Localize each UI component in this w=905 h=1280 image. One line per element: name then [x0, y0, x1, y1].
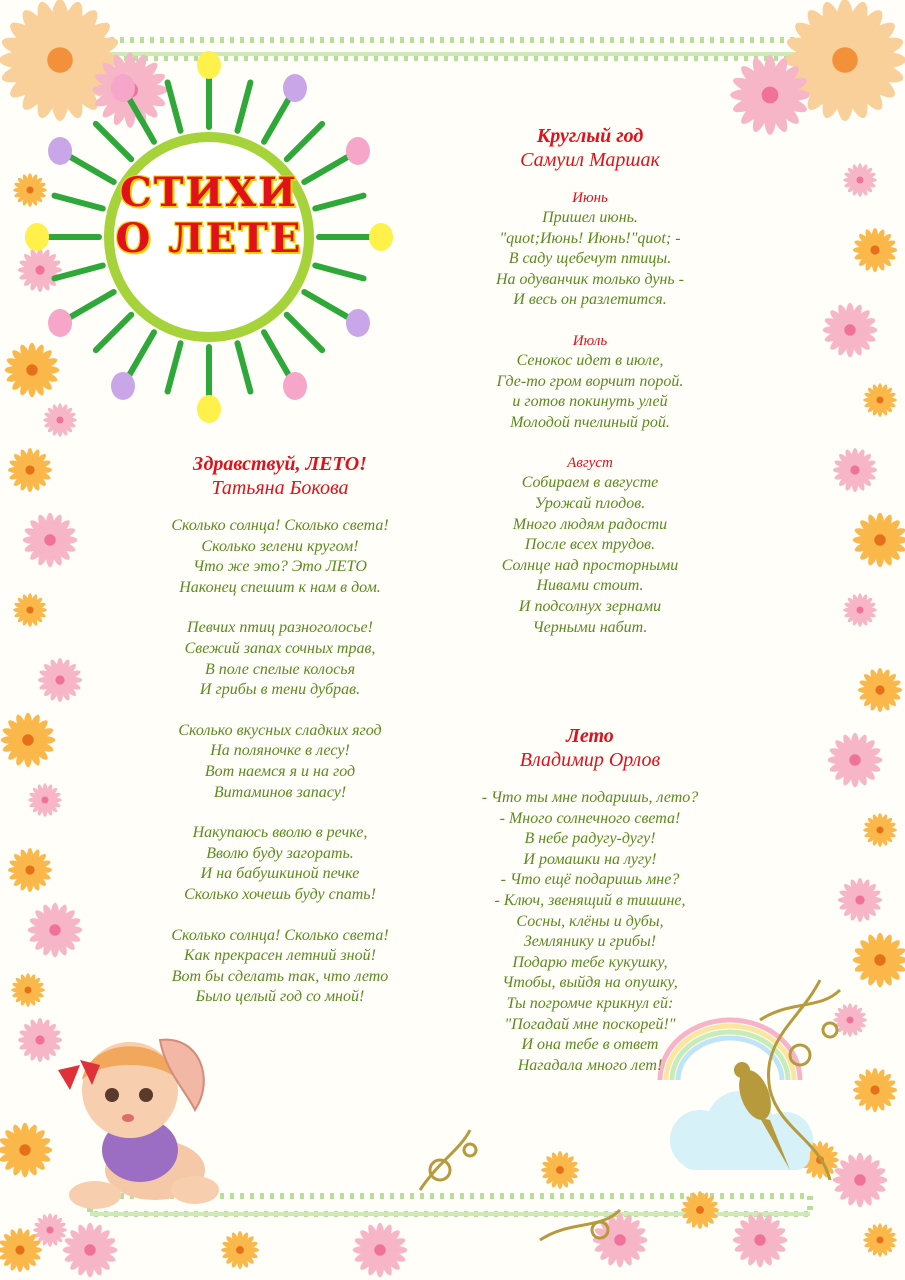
poem-author: Татьяна Бокова — [211, 477, 349, 499]
verse-line: И она тебе в ответ — [521, 1036, 659, 1054]
leaf-ray — [129, 332, 154, 375]
verse-line: Сколько зелени кругом! — [201, 537, 359, 555]
stanza — [140, 618, 420, 700]
verse-line: Много людям радости — [512, 515, 668, 533]
tulip-flower — [111, 74, 135, 102]
badge-title-line2: О ЛЕТЕ — [115, 215, 303, 262]
verse-line: - Что ты мне подаришь, лето? — [481, 789, 699, 806]
verse-line: Свежий запах сочных трав, — [184, 639, 376, 657]
leaf-ray — [237, 343, 250, 391]
daisy-flower — [833, 448, 877, 492]
verse-line: Было целый год со мной! — [195, 988, 365, 1006]
poem-title: Круглый год — [536, 125, 644, 147]
verse-line: Вот бы сделать так, что лето — [171, 967, 389, 985]
daisy-flower — [838, 878, 882, 922]
daisy-flower — [23, 513, 78, 568]
stanza-july — [465, 331, 715, 433]
verse-line: И грибы в тени дубрав. — [199, 681, 361, 699]
daisy-flower — [11, 973, 45, 1007]
lace-border-top-inner — [80, 52, 800, 56]
stanza — [140, 516, 420, 598]
daisy-flower — [0, 1123, 52, 1178]
daisy-flower — [1, 713, 56, 768]
verse-line: Сенокос идет в июле, — [516, 351, 664, 369]
verse-line: Где-то гром ворчит порой. — [496, 372, 684, 390]
daisy-flower — [853, 933, 905, 988]
verse-line: Как прекрасен летний зной! — [184, 947, 376, 965]
stanza — [140, 926, 420, 1008]
tulip-flower — [283, 372, 307, 400]
leaf-ray — [168, 343, 181, 391]
daisy-flower — [853, 1068, 897, 1112]
leaf-ray — [287, 124, 322, 159]
leaf-ray — [264, 332, 289, 375]
verse-line: Подарю тебе кукушку, — [512, 953, 668, 971]
daisy-flower — [43, 403, 77, 437]
verse-line: И весь он разлетится. — [513, 291, 667, 309]
tulip-flower — [111, 372, 135, 400]
verse-line: Певчих птиц разноголосье! — [187, 619, 373, 637]
poem-title: Здравствуй, ЛЕТО! — [193, 453, 367, 475]
verse-line: "quot;Июнь! Июнь!"quot; - — [499, 229, 681, 247]
verse-line: Нагадала много лет! — [517, 1056, 663, 1074]
verse-line: Урожай плодов. — [534, 494, 646, 512]
verse-line: На поляночке в лесу! — [210, 742, 350, 760]
daisy-flower — [863, 383, 897, 417]
verse-line: Нивами стоит. — [536, 577, 644, 595]
verse-line: Вволю буду загорать. — [206, 844, 354, 862]
vine-ornament — [420, 1130, 620, 1240]
leaf-ray — [264, 98, 289, 141]
daisy-flower — [858, 668, 902, 712]
tulip-flower — [283, 74, 307, 102]
verse-line: Пришел июнь. — [542, 209, 638, 226]
leaf-ray — [287, 315, 322, 350]
leaf-ray — [315, 196, 363, 209]
verse-line: - Ключ, звенящий в тишине, — [494, 891, 686, 909]
leaf-ray — [54, 196, 102, 209]
daisy-flower — [863, 813, 897, 847]
stanza — [140, 823, 420, 905]
daisy-flower — [733, 1213, 788, 1268]
leaf-ray — [54, 265, 102, 278]
verse-line: Что же это? Это ЛЕТО — [193, 558, 367, 576]
verse-line: Витаминов запасу! — [213, 783, 347, 801]
daisy-flower — [823, 303, 878, 358]
daisy-flower — [833, 1153, 888, 1208]
daisy-flower — [843, 593, 877, 627]
poem-title: Лето — [566, 725, 614, 747]
verse-line: После всех трудов. — [524, 536, 656, 554]
daisy-flower — [221, 1231, 259, 1269]
daisy-flower — [8, 848, 52, 892]
leaf-ray — [304, 292, 347, 317]
poem-round-year — [465, 124, 715, 658]
verse-line: Солнце над просторными — [501, 556, 679, 574]
tulip-flower — [197, 395, 221, 423]
daisy-flower — [853, 228, 897, 272]
tulip-flower — [48, 309, 72, 337]
daisy-flower — [38, 658, 82, 702]
baby-with-seashell-illustration — [58, 1040, 219, 1209]
leaf-ray — [237, 82, 250, 130]
daisy-flower — [5, 343, 60, 398]
poem-summer — [465, 724, 715, 1096]
leaf-ray — [168, 82, 181, 130]
verse-line: Сколько вкусных сладких ягод — [178, 721, 382, 739]
daisy-flower — [13, 593, 47, 627]
tulip-flower — [197, 51, 221, 79]
verse-line: Черными набит. — [532, 618, 648, 636]
stanza — [465, 788, 715, 1076]
verse-line: И подсолнух зернами — [518, 597, 662, 615]
verse-line: "Погадай мне поскорей!" — [504, 1015, 676, 1033]
daisy-flower — [681, 1191, 719, 1229]
tulip-flower — [48, 137, 72, 165]
verse-line: И ромашки на лугу! — [523, 850, 657, 868]
verse-line: Чтобы, выйдя на опушку, — [502, 974, 678, 992]
daisy-flower — [18, 248, 62, 292]
verse-line: В саду щебечут птицы. — [508, 250, 672, 268]
daisy-flower — [28, 783, 62, 817]
month-heading: Август — [567, 455, 613, 472]
daisy-flower — [63, 1223, 118, 1278]
daisy-flower — [828, 733, 883, 788]
poem-summer-hello — [140, 452, 420, 1028]
verse-line: Сосны, клёны и дубы, — [516, 912, 664, 930]
daisy-flower — [730, 55, 810, 135]
daisy-flower — [28, 903, 83, 958]
verse-line: Собираем в августе — [521, 474, 659, 492]
cloud-illustration — [670, 1091, 813, 1170]
daisy-flower — [843, 163, 877, 197]
stanza-june — [465, 188, 715, 311]
poem-author: Владимир Орлов — [519, 749, 661, 771]
badge-title-line1: СТИХИ — [119, 169, 299, 216]
month-heading: Июль — [572, 332, 608, 349]
daisy-flower — [541, 1151, 579, 1189]
stanza-august — [465, 453, 715, 638]
daisy-flower — [863, 1223, 897, 1257]
daisy-flower — [18, 1018, 62, 1062]
verse-line: Молодой пчелиный рой. — [510, 413, 670, 431]
verse-line: В небе радугу-дугу! — [524, 830, 656, 848]
verse-line: Вот наемся я и на год — [204, 762, 356, 780]
verse-line: Сколько солнца! Сколько света! — [171, 517, 389, 534]
verse-line: Сколько хочешь буду спать! — [184, 885, 376, 903]
daisy-flower — [8, 448, 52, 492]
verse-line: И на бабушкиной печке — [200, 865, 360, 883]
verse-line: В поле спелые колосья — [204, 660, 356, 678]
leaf-ray — [96, 315, 131, 350]
badge-title — [104, 170, 314, 262]
daisy-flower — [853, 513, 905, 568]
leaf-ray — [70, 292, 113, 317]
stanza — [140, 721, 420, 803]
daisy-flower — [353, 1223, 408, 1278]
leaf-ray — [96, 124, 131, 159]
verse-line: и готов покинуть улей — [512, 393, 668, 411]
poem-author: Самуил Маршак — [520, 149, 660, 171]
tulip-flower — [25, 223, 49, 251]
tulip-flower — [346, 137, 370, 165]
verse-line: Накупаюсь вволю в речке, — [192, 824, 368, 842]
verse-line: Ты погромче крикнул ей: — [506, 994, 674, 1012]
verse-line: Сколько солнца! Сколько света! — [171, 926, 389, 944]
verse-line: Землянику и грибы! — [523, 933, 657, 951]
leaf-ray — [315, 265, 363, 278]
daisy-flower — [13, 173, 47, 207]
verse-line: - Что ещё подаришь мне? — [500, 871, 680, 889]
tulip-flower — [346, 309, 370, 337]
tulip-flower — [369, 223, 393, 251]
month-heading: Июнь — [572, 190, 608, 206]
verse-line: - Много солнечного света! — [499, 809, 681, 827]
verse-line: На одуванчик только дунь - — [495, 270, 685, 288]
verse-line: Наконец спешит к нам в дом. — [179, 578, 381, 596]
daisy-flower — [784, 0, 905, 121]
